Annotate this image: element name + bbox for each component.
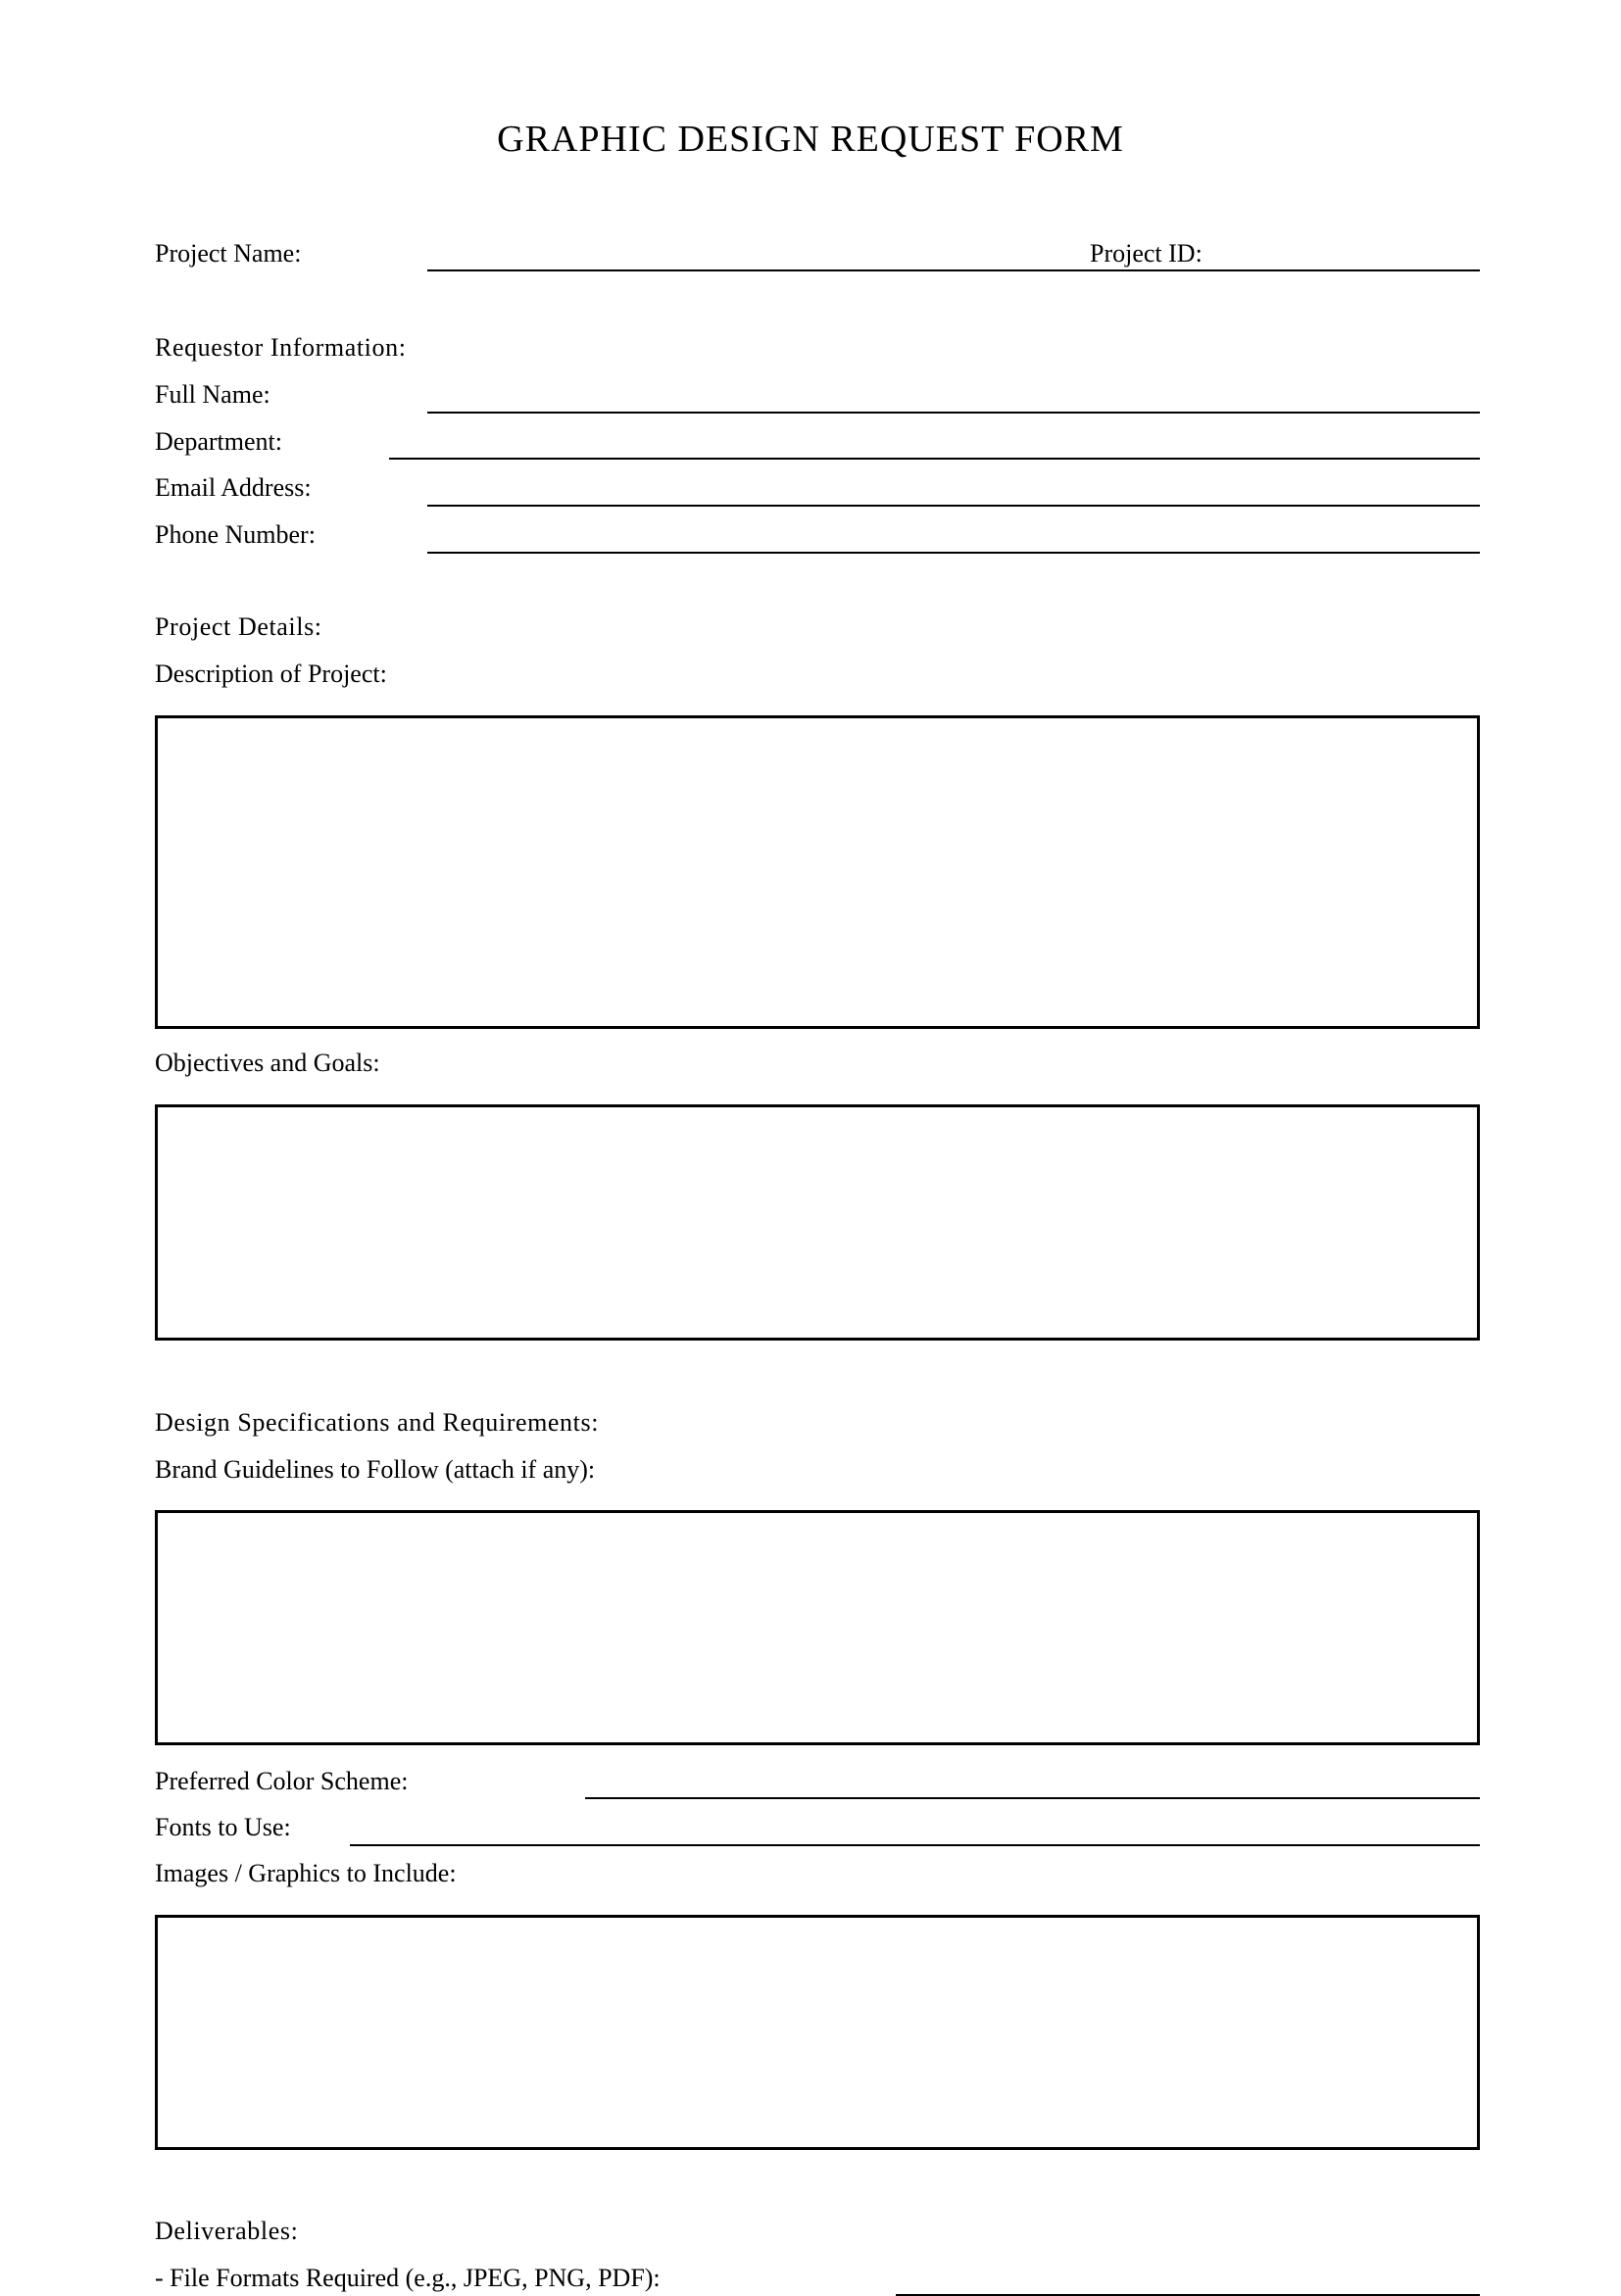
requestor-info-heading: Requestor Information: (155, 333, 407, 362)
color-scheme-label: Preferred Color Scheme: (155, 1767, 409, 1795)
file-formats-label: - File Formats Required (e.g., JPEG, PNG, PDF): (155, 2264, 661, 2292)
description-label: Description of Project: (155, 659, 387, 688)
project-id-label: Project ID: (1090, 239, 1203, 268)
deliverables-heading: Deliverables: (155, 2217, 299, 2245)
brand-guidelines-textarea[interactable] (155, 1510, 1480, 1745)
fonts-field[interactable] (350, 1844, 1480, 1846)
objectives-textarea[interactable] (155, 1104, 1480, 1341)
project-details-heading: Project Details: (155, 612, 322, 641)
design-specs-heading: Design Specifications and Requirements: (155, 1408, 600, 1437)
email-label: Email Address: (155, 473, 312, 502)
fonts-label: Fonts to Use: (155, 1813, 291, 1841)
phone-field[interactable] (427, 552, 1480, 554)
form-title: GRAPHIC DESIGN REQUEST FORM (497, 119, 1124, 160)
color-scheme-field[interactable] (585, 1797, 1480, 1799)
project-name-label: Project Name: (155, 239, 302, 268)
email-field[interactable] (427, 505, 1480, 507)
project-name-field[interactable] (427, 269, 1480, 271)
objectives-label: Objectives and Goals: (155, 1049, 380, 1077)
full-name-field[interactable] (427, 412, 1480, 414)
images-textarea[interactable] (155, 1915, 1480, 2150)
department-label: Department: (155, 427, 282, 456)
phone-label: Phone Number: (155, 520, 316, 549)
full-name-label: Full Name: (155, 380, 270, 409)
department-field[interactable] (389, 458, 1480, 460)
brand-guidelines-label: Brand Guidelines to Follow (attach if any): (155, 1455, 596, 1484)
description-textarea[interactable] (155, 715, 1480, 1029)
images-label: Images / Graphics to Include: (155, 1859, 457, 1887)
